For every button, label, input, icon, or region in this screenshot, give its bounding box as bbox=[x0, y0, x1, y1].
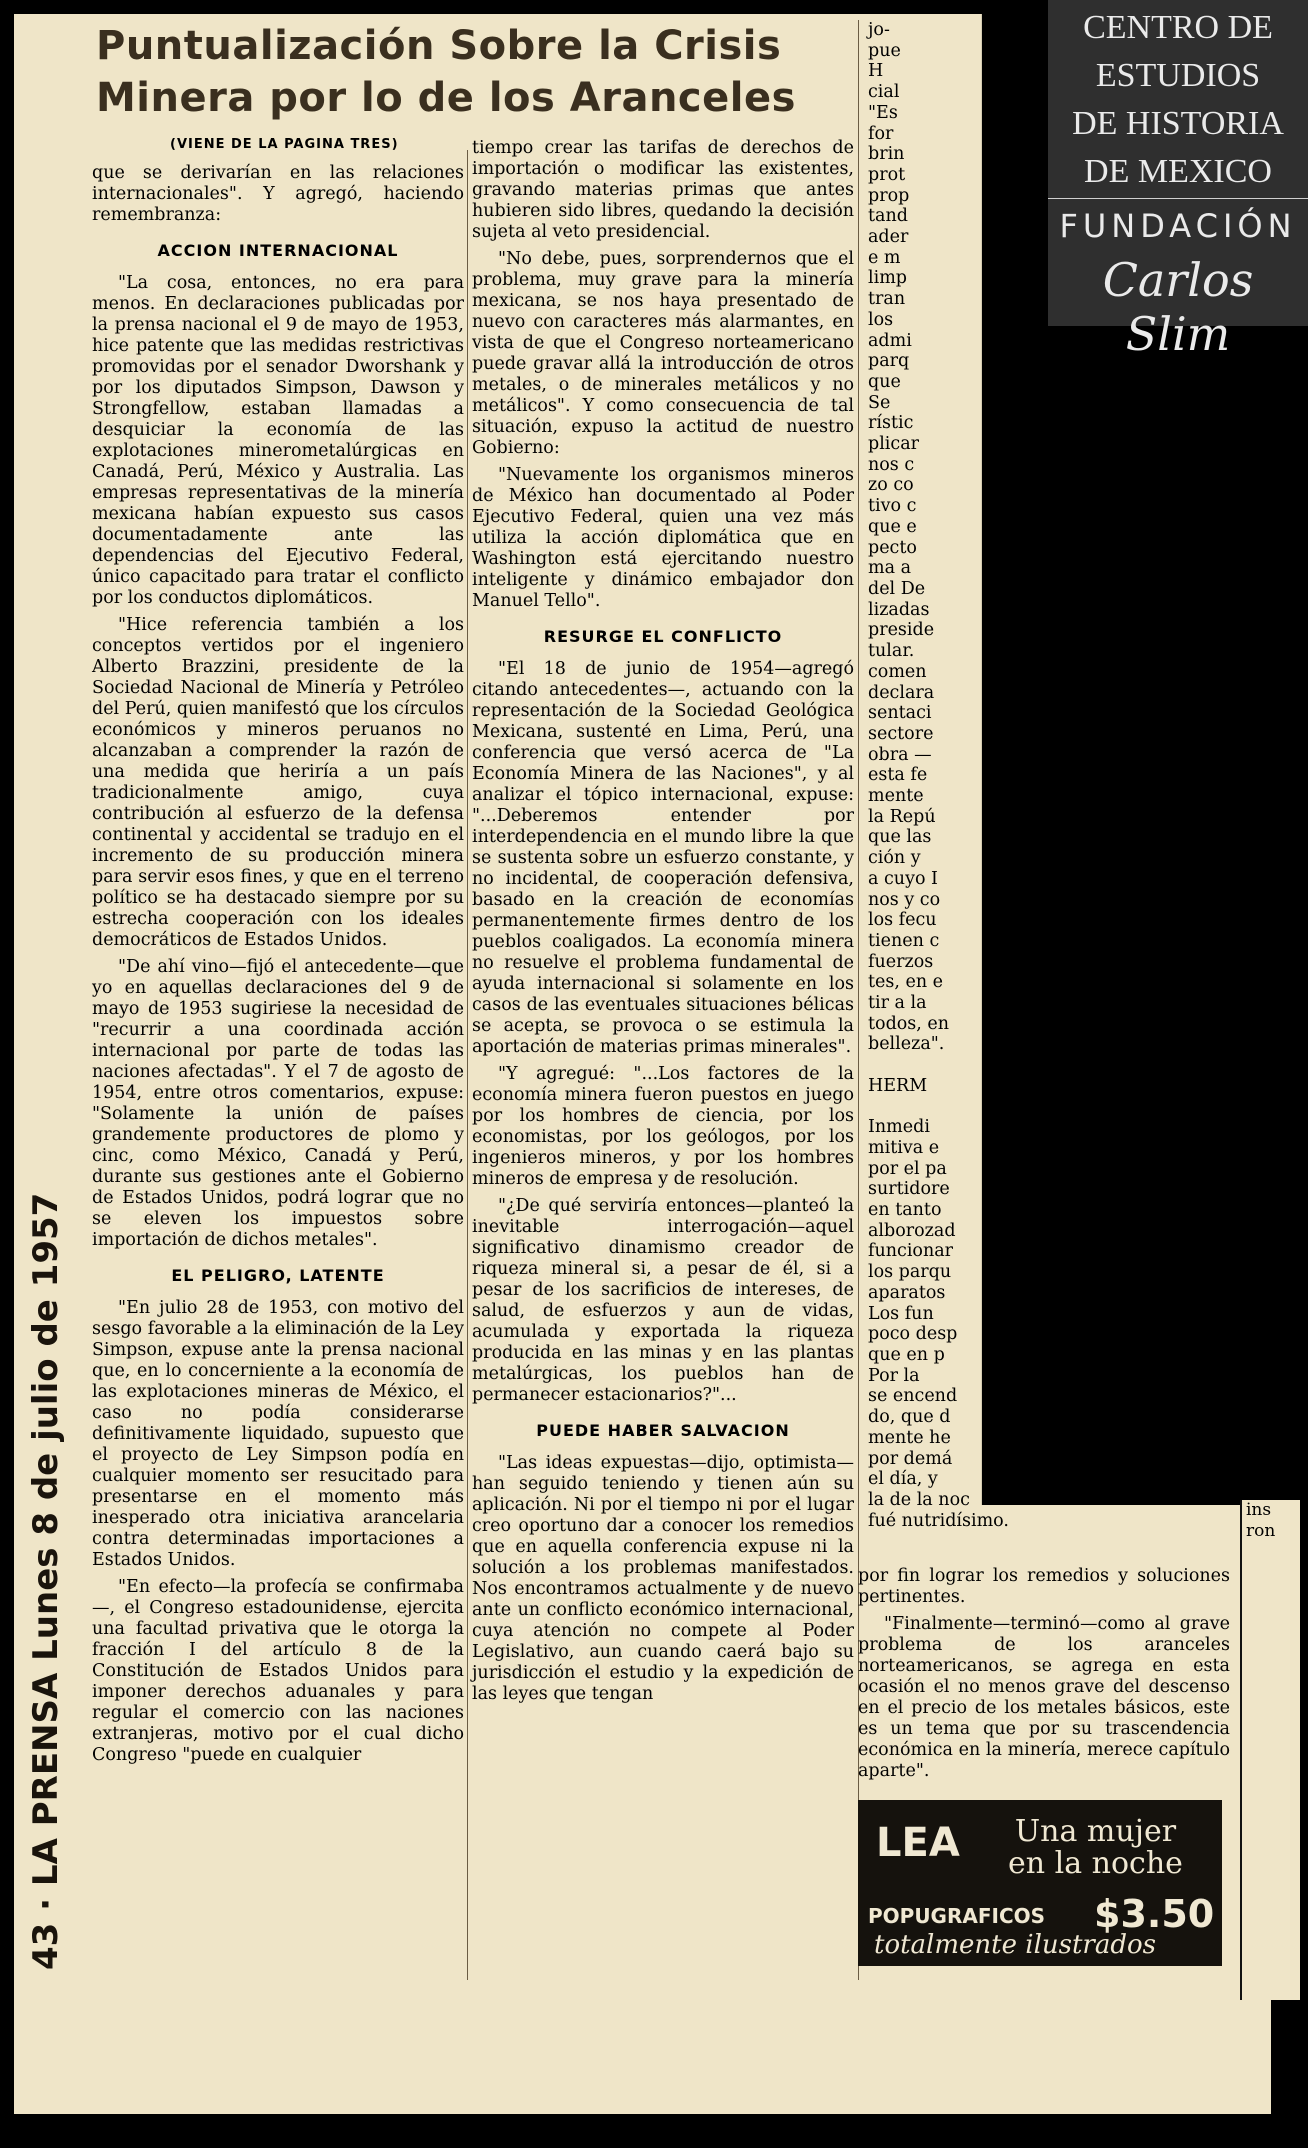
strip-line: ader bbox=[868, 227, 909, 248]
strip-line: se encend bbox=[868, 1386, 958, 1407]
headline-line-1: Puntualización Sobre la Crisis bbox=[96, 23, 782, 69]
strip-line: sentaci bbox=[868, 703, 932, 724]
paragraph: "La cosa, entonces, no era para menos. En declaraciones publicadas por la prensa nacional el 9 de mayo de 1953, hice patente que las medidas restrictivas promovidas por el senador Dworshank y por los diputados Simpson, Dawson y Strongfellow, estaban llamadas a desquiciar la economía de las explotaciones minerometalúrgicas en Canadá, Perú, México y Australia. Las empresas representativas de la minería mexicana habían expuesto sus casos documentadamente ante las dependencias del Ejecutivo Federal, único capacitado para tratar el conflicto por los conductos diplomáticos. bbox=[92, 273, 464, 608]
subheading: EL PELIGRO, LATENTE bbox=[171, 1266, 385, 1285]
strip-line: en tanto bbox=[868, 1200, 942, 1221]
strip-line: comen bbox=[868, 661, 927, 682]
strip-line: la Repú bbox=[868, 806, 936, 827]
paragraph: que se derivarían en las relaciones internacionales". Y agregó, haciendo remembranza: bbox=[92, 163, 464, 225]
strip-line: cial bbox=[868, 82, 900, 103]
strip-line: mente he bbox=[868, 1427, 951, 1448]
paragraph: "¿De qué serviría entonces—planteó la inevitable interrogación—aquel significativo dinamismo creador de riqueza mineral si, a pesar de él, si a pesar de los sacrificios de intereses, de salud, de esfuerzos y aun de vidas, acumulada y exportada la riqueza producida en las minas y en las plantas metalúrgicas, los pueblos han de permanecer estacionarios?"... bbox=[472, 1196, 854, 1405]
strip-line: plicar bbox=[868, 434, 919, 455]
strip-line: obra — bbox=[868, 744, 932, 765]
strip-line: declara bbox=[868, 682, 935, 703]
ad-tagline: totalmente ilustrados bbox=[874, 1930, 1156, 1960]
adjacent-clip-fragment: ins ron bbox=[1240, 1500, 1300, 2000]
strip-line: la de la noc bbox=[868, 1489, 970, 1510]
strip-line: belleza". bbox=[868, 1034, 945, 1055]
subheading: PUEDE HABER SALVACION bbox=[536, 1421, 790, 1440]
paragraph: "Nuevamente los organismos mineros de México han documentado al Poder Ejecutivo Federal, quien una vez más utiliza la acción diplomática que en Washington está ejercitando nuestro inteligente y dinámico embajador don Manuel Tello". bbox=[472, 465, 854, 611]
subheading: ACCION INTERNACIONAL bbox=[157, 241, 399, 260]
strip-line: tran bbox=[868, 289, 906, 310]
strip-line: nos y co bbox=[868, 889, 941, 910]
strip-line: lizadas bbox=[868, 599, 930, 620]
strip-line: surtidore bbox=[868, 1179, 950, 1200]
strip-line: rístic bbox=[868, 413, 914, 434]
ad-price: $3.50 bbox=[1094, 1892, 1215, 1936]
ad-lea: LEA bbox=[876, 1820, 960, 1866]
strip-line: nos c bbox=[868, 454, 915, 475]
strip-line: brin bbox=[868, 144, 905, 165]
foundation-label: FUNDACIÓN bbox=[1059, 207, 1297, 245]
cropped-column-strip bbox=[868, 20, 1009, 1531]
paragraph: "En julio 28 de 1953, con motivo del sesgo favorable a la eliminación de la Ley Simpson, expuse ante la prensa nacional que, en lo concerniente a la economía de las explotaciones mineras de México, el caso no podía considerarse definitivamente liquidado, supuesto que el proyecto de Ley Simpson podía en cualquier momento ser resucitado para presentarse en el momento más inesperado otra iniciativa arancelaria contra determinadas importaciones a Estados Unidos. bbox=[92, 1298, 464, 1570]
divider bbox=[1048, 198, 1308, 199]
strip-line: tienen c bbox=[868, 930, 940, 951]
publication-dateline: 43 · LA PRENSA Lunes 8 de julio de 1957 bbox=[26, 1192, 66, 1970]
signature-logo: Carlos Slim bbox=[1102, 253, 1254, 361]
strip-line: tular. bbox=[868, 641, 915, 662]
strip-line: H bbox=[868, 61, 884, 82]
strip-line: que bbox=[868, 371, 901, 392]
strip-line: alborozad bbox=[868, 1220, 956, 1241]
strip-line: el día, y bbox=[868, 1469, 938, 1490]
paragraph: tiempo crear las tarifas de derechos de importación o modificar las existentes, gravando materias primas que antes hubieren sido libres, quedando la decisión sujeta al veto presidencial. bbox=[472, 138, 854, 242]
strip-line: por demá bbox=[868, 1448, 953, 1469]
strip-line: do, que d bbox=[868, 1407, 951, 1428]
strip-line bbox=[868, 1097, 964, 1118]
strip-line: tes, en e bbox=[868, 972, 944, 993]
paragraph: "El 18 de junio de 1954—agregó citando antecedentes—, actuando con la representación de la Sociedad Geológica Mexicana, sustenté en Lima, Perú, una conferencia que versó acerca de "La Economía Minera de las Naciones", y al analizar el tópico internacional, expuse: "...Deberemos entender por interdependencia en el mundo libre la que se sustenta sobre un esfuerzo constante, y no incidental, de cooperación defensiva, basado en la creación de economías permanentemente firmes dentro de los pueblos coaligados. La economía minera no resuelve el problema fundamental de ayuda internacional si solamente en los casos de las eventuales situaciones bélicas se acepta, se provoca o se estimula la aportación de materias primas minerales". bbox=[472, 659, 854, 1057]
strip-line: ción y bbox=[868, 848, 921, 869]
strip-line: esta fe bbox=[868, 765, 928, 786]
column-rule bbox=[467, 150, 468, 1980]
strip-line: for bbox=[868, 123, 894, 144]
strip-line: que las bbox=[868, 827, 932, 848]
strip-line: pecto bbox=[868, 537, 917, 558]
archive-name: CENTRO DE ESTUDIOS DE HISTORIA DE MEXICO bbox=[1072, 9, 1284, 190]
continued-from-label: (VIENE DE LA PAGINA TRES) bbox=[170, 137, 399, 152]
strip-line: ma a bbox=[868, 558, 912, 579]
headline bbox=[96, 20, 856, 124]
archive-watermark bbox=[1048, 0, 1308, 361]
strip-line: por el pa bbox=[868, 1158, 947, 1179]
strip-line: funcionar bbox=[868, 1241, 954, 1262]
article-column-3 bbox=[858, 1566, 1230, 1788]
strip-line: mitiva e bbox=[868, 1137, 940, 1158]
strip-line: sectore bbox=[868, 723, 934, 744]
strip-line: prot bbox=[868, 164, 906, 185]
strip-line: HERM bbox=[868, 1075, 928, 1096]
strip-line: poco desp bbox=[868, 1324, 958, 1345]
strip-line: los bbox=[868, 309, 894, 330]
paragraph: "Y agregué: "...Los factores de la economía minera fueron puestos en juego por los hombres de ciencia, por los economistas, por los geólogos, por los ingenieros mineros, y por los hombres mineros de empresa y de resolución. bbox=[472, 1064, 854, 1189]
advertisement bbox=[858, 1800, 1222, 1966]
strip-line: pue bbox=[868, 40, 901, 61]
strip-line: a cuyo I bbox=[868, 868, 938, 889]
strip-line: Por la bbox=[868, 1365, 920, 1386]
strip-line: tand bbox=[868, 206, 908, 227]
strip-line: Inmedi bbox=[868, 1117, 930, 1138]
strip-line: aparatos bbox=[868, 1282, 946, 1303]
ad-title: Una mujer en la noche bbox=[1008, 1814, 1183, 1881]
strip-line: que en p bbox=[868, 1345, 945, 1365]
strip-line: limp bbox=[868, 268, 907, 289]
strip-line: todos, en bbox=[868, 1013, 950, 1034]
strip-line: e m bbox=[868, 247, 901, 268]
strip-line: tir a la bbox=[868, 993, 927, 1014]
strip-line: tivo c bbox=[868, 496, 917, 517]
paragraph: "Hice referencia también a los conceptos vertidos por el ingeniero Alberto Brazzini, presidente de la Sociedad Nacional de Minería y Petróleo del Perú, quien manifestó que los círculos económicos y mineros peruanos no alcanzaban a comprender la razón de una medida que heriría a un país tradicionalmente amigo, cuya contribución al esfuerzo de la defensa continental y accidental se tradujo en el incremento de su producción minera para servir esos fines, y que en el terreno político se ha destacado siempre por su estrecha cooperación con los ideales democráticos de Estados Unidos. bbox=[92, 615, 464, 950]
strip-line: fué nutridísimo. bbox=[868, 1510, 1009, 1531]
paragraph: por fin lograr los remedios y soluciones pertinentes. bbox=[858, 1566, 1230, 1607]
strip-line: fuerzos bbox=[868, 951, 934, 972]
article-column-2 bbox=[472, 138, 854, 1711]
strip-line: los fecu bbox=[868, 910, 937, 931]
paragraph: "En efecto—la profecía se confirmaba—, el Congreso estadounidense, ejercita una facultad privativa que le otorga la fracción I del artículo 8 de la Constitución de Estados Unidos para imponer derechos aduanales y para regular el comercio con las naciones extranjeras, motivo por el cual dicho Congreso "puede en cualquier bbox=[92, 1577, 464, 1765]
strip-line: Se bbox=[868, 392, 891, 413]
article-column-1 bbox=[92, 163, 464, 1772]
strip-line: que e bbox=[868, 516, 917, 537]
strip-line: prop bbox=[868, 185, 910, 206]
strip-line: Los fun bbox=[868, 1303, 934, 1324]
strip-line: jo- bbox=[868, 20, 890, 40]
paragraph: "No debe, pues, sorprendernos que el problema, muy grave para la minería mexicana, se nos haya presentado de nuevo con caracteres más alarmantes, en vista de que el Congreso norteamericano puede gravar allá la introducción de otros metales, o de minerales metálicos y no metálicos". Y como consecuencia de tal situación, expuso la actitud de nuestro Gobierno: bbox=[472, 249, 854, 458]
headline-line-2: Minera por lo de los Aranceles bbox=[96, 75, 796, 121]
strip-line: "Es bbox=[868, 102, 898, 123]
paragraph: "Finalmente—terminó—como al grave problema de los aranceles norteamericanos, se agrega en esta ocasión el no menos grave del descenso en el precio de los metales básicos, este es un tema que por su trascendencia económica en la minería, merece capítulo aparte". bbox=[858, 1614, 1230, 1781]
strip-line: zo co bbox=[868, 475, 914, 496]
paragraph: "De ahí vino—fijó el antecedente—que yo en aquellas declaraciones del 9 de mayo de 1953 sugiriese la necesidad de "recurrir a una coordinada acción internacional por parte de todas las naciones afectadas". Y el 7 de agosto de 1954, entre otros comentarios, expuse: "Solamente la unión de países grandemente productores de plomo y cinc, como México, Canadá y Perú, durante sus gestiones ante el Gobierno de Estados Unidos, podrá lograr que no se eleven los impuestos sobre importación de dichos metales". bbox=[92, 957, 464, 1250]
ad-popugraficos: POPUGRAFICOS bbox=[868, 1904, 1046, 1928]
paragraph: "Las ideas expuestas—dijo, optimista—han seguido teniendo y tienen aún su aplicación. Ni por el tiempo ni por el lugar creo oportuno dar a conocer los remedios que en aquella conferencia expuse ni la solución a los problemas manifestados. Nos encontramos actualmente y de nuevo ante un conflicto económico internacional, cuya atención no compete al Poder Legislativo, aun cuando caerá bajo su jurisdicción el estudio y la expedición de las leyes que tengan bbox=[472, 1453, 854, 1704]
strip-line: del De bbox=[868, 578, 926, 599]
strip-line: preside bbox=[868, 620, 935, 641]
strip-line: parq bbox=[868, 351, 910, 372]
subheading: RESURGE EL CONFLICTO bbox=[543, 627, 783, 646]
strip-line bbox=[868, 1055, 964, 1076]
strip-line: admi bbox=[868, 330, 912, 351]
strip-line: mente bbox=[868, 786, 924, 807]
strip-line: los parqu bbox=[868, 1262, 952, 1283]
